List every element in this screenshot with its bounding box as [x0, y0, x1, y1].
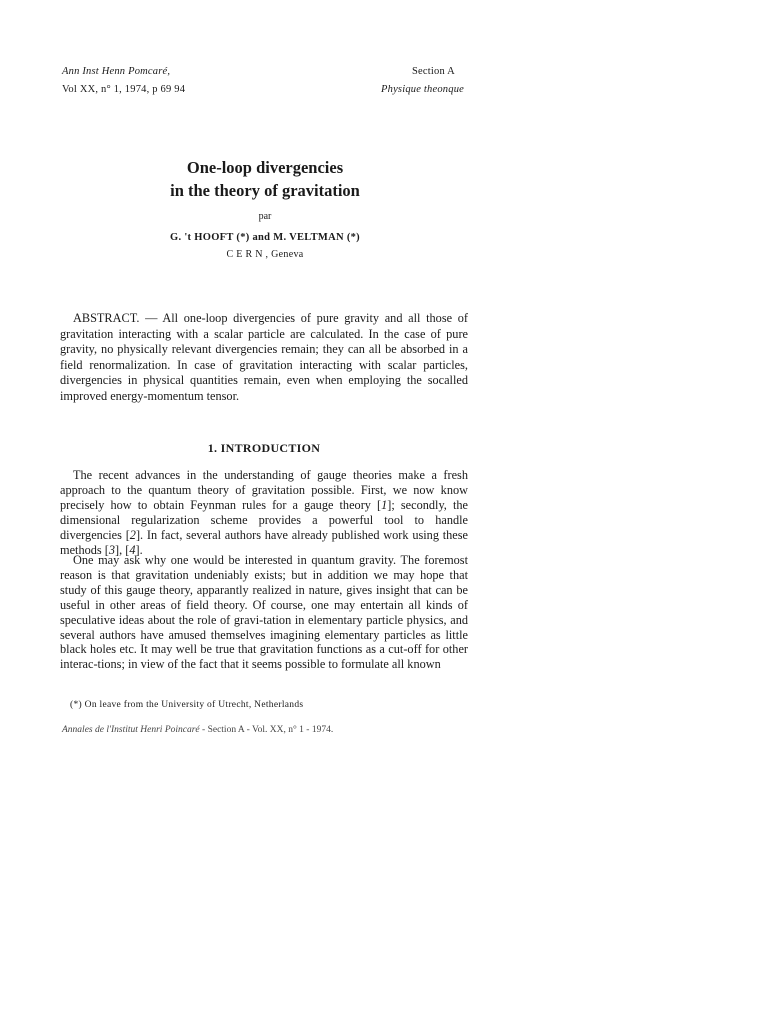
subject-label: Physique theonque — [381, 84, 465, 95]
citation-ref: 1 — [381, 497, 388, 512]
authors: G. 't HOOFT (*) and M. VELTMAN (*) — [170, 232, 360, 243]
footnote: (*) On leave from the University of Utrecht, Netherlands — [70, 700, 304, 710]
para-text: The recent advances in the understanding of gauge theories make a fresh approach to the quantum theory of gravitation possible. First, we now know precisely how to obtain Feynman rules for a gauge theory [ — [60, 468, 468, 512]
para-text: ]; secondly, the dimensional regularization scheme provides a powerful tool to handle divergencies [ — [60, 497, 468, 542]
abstract-label: ABSTRACT. — — [73, 311, 158, 325]
abstract-text: All one-loop divergencies of pure gravity and all those of gravitation interacting with a scalar particle are calculated. In the case of pure gravity, no physically relevant divergencies remain; they can all be absorbed in a field renormalization. In case of gravitation interacting with scalar particles, divergencies in physical quantities remain, even when employing the socalled improved energy-momentum tensor. — [60, 311, 468, 403]
title-line-1: One-loop divergencies — [186, 158, 344, 177]
title-line-2: in the theory of gravitation — [170, 181, 360, 200]
citation-ref: 4 — [129, 542, 136, 557]
para-text: ]. — [135, 542, 143, 557]
section-label: Section A — [412, 66, 455, 77]
par-label: par — [258, 211, 272, 222]
page-footer — [62, 725, 333, 735]
affiliation: C E R N , Geneva — [226, 249, 304, 260]
footer-details: - Section A - Vol. XX, n° 1 - 1974. — [199, 725, 334, 735]
section-heading: 1. INTRODUCTION — [207, 441, 321, 455]
citation-ref: 2 — [129, 527, 136, 542]
footer-journal: Annales de l'Institut Henri Poincaré — [62, 725, 200, 735]
citation-ref: 3 — [108, 542, 115, 557]
intro-paragraph-1 — [60, 468, 468, 557]
para-text: ], [ — [115, 542, 130, 557]
intro-paragraph-2: One may ask why one would be interested in quantum gravity. The foremost reason is that gravitation undeniably exists; but in addition we may hope that study of this gauge theory, apparantly realized in nature, gives insight that can be useful in other areas of field theory. Of course, one may entertain all kinds of speculative ideas about the role of gravi-tation in elementary particle physics, and several authors have amused themselves imagining elementary particles as little black holes etc. It may well be true that gravitation functions as a cut-off for other interac-tions; in view of the fact that it seems possible to formulate all known — [60, 553, 468, 672]
volume-info: Vol XX, n° 1, 1974, p 69 94 — [62, 84, 186, 95]
para-text: ]. In fact, several authors have already published work using these methods [ — [60, 527, 469, 557]
journal-header: Ann Inst Henn Pomcaré, — [62, 66, 171, 77]
abstract — [60, 311, 468, 404]
